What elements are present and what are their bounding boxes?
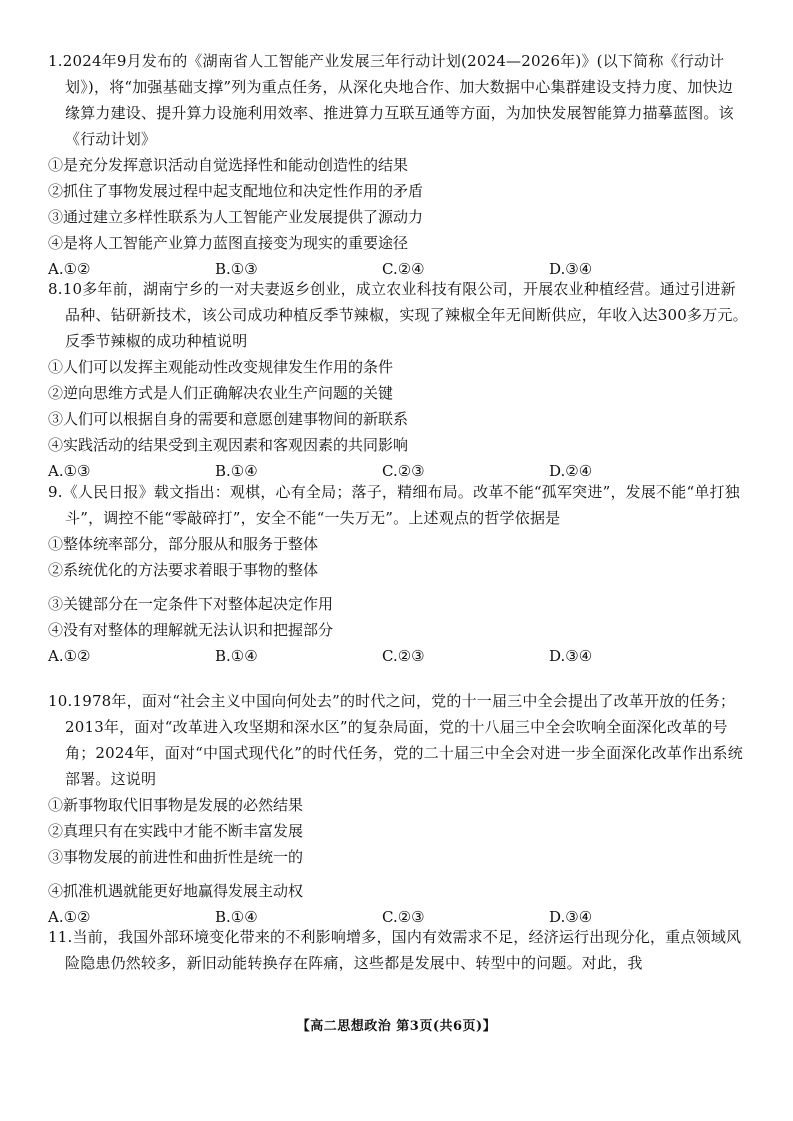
choice-c[interactable]: C.②④	[382, 260, 425, 278]
choice-b[interactable]: B.①③	[215, 260, 258, 278]
statement-option: ④抓准机遇就能更好地赢得发展主动权	[48, 882, 304, 900]
choice-c[interactable]: C.②③	[382, 647, 425, 665]
statement-option: ①人们可以发挥主观能动性改变规律发生作用的条件	[48, 358, 394, 376]
choice-d[interactable]: D.③④	[549, 260, 593, 278]
statement-option: ②系统优化的方法要求着眼于事物的整体	[48, 561, 319, 579]
page-footer: 【高二思想政治 第3页(共6页)】	[296, 1019, 497, 1034]
question-9	[48, 479, 748, 669]
statement-option: ①新事物取代旧事物是发展的必然结果	[48, 796, 304, 814]
question-stem: 8.10多年前，湖南宁乡的一对夫妻返乡创业，成立农业科技有限公司，开展农业种植经营。通过引进新品种、钻研新技术，该公司成功种植反季节辣椒，实现了辣椒全年无间断供应，年收入达300多万元。反季节辣椒的成功种植说明	[48, 280, 748, 350]
choice-a[interactable]: A.①②	[48, 260, 91, 278]
statement-option: ④没有对整体的理解就无法认识和把握部分	[48, 621, 334, 639]
choice-c[interactable]: C.②③	[382, 908, 425, 926]
choice-d[interactable]: D.③④	[549, 647, 593, 665]
question-stem: 1.2024年9月发布的《湖南省人工智能产业发展三年行动计划(2024—2026年)》(以下简称《行动计划》)，将“加强基础支撑”列为重点任务，从深化央地合作、加大数据中心集群建设支持力度、加快边缘算力建设、提升算力设施利用效率、推进算力互联互通等方面，为加快发展智能算力描摹蓝图。该《行动计划》	[48, 52, 734, 148]
statement-option: ③事物发展的前进性和曲折性是统一的	[48, 848, 304, 866]
choice-c[interactable]: C.②③	[382, 462, 425, 480]
statement-option: ④是将人工智能产业算力蓝图直接变为现实的重要途径	[48, 234, 409, 252]
choice-d[interactable]: D.③④	[549, 908, 593, 926]
choice-b[interactable]: B.①④	[215, 647, 258, 665]
choice-a[interactable]: A.①②	[48, 647, 91, 665]
statement-option: ②逆向思维方式是人们正确解决农业生产问题的关键	[48, 384, 394, 402]
statement-option: ①整体统率部分，部分服从和服务于整体	[48, 535, 319, 553]
statement-option: ①是充分发挥意识活动自觉选择性和能动创造性的结果	[48, 156, 409, 174]
statement-option: ②抓住了事物发展过程中起支配地位和决定性作用的矛盾	[48, 182, 424, 200]
question-10	[48, 688, 748, 930]
question-stem: 9.《人民日报》载文指出：观棋，心有全局；落子，精细布局。改革不能“孤军突进”，发展不能“单打独斗”，调控不能“零敲碎打”，安全不能“一失万无”。上述观点的哲学依据是	[48, 483, 740, 527]
choice-b[interactable]: B.①④	[215, 908, 258, 926]
question-8	[48, 276, 748, 484]
question-stem: 11.当前，我国外部环境变化带来的不利影响增多，国内有效需求不足，经济运行出现分化，重点领域风险隐患仍然较多，新旧动能转换存在阵痛，这些都是发展中、转型中的问题。对此，我	[48, 928, 742, 972]
choice-d[interactable]: D.②④	[549, 462, 593, 480]
choice-a[interactable]: A.①③	[48, 462, 91, 480]
question-11	[48, 924, 748, 976]
question-1	[48, 48, 748, 282]
question-stem: 10.1978年，面对“社会主义中国向何处去”的时代之问，党的十一届三中全会提出了改革开放的任务；2013年，面对“改革进入攻坚期和深水区”的复杂局面，党的十八届三中全会吹响全面深化改革的号角；2024年，面对“中国式现代化”的时代任务，党的二十届三中全会对进一步全面深化改革作出系统部署。这说明	[48, 692, 743, 788]
statement-option: ④实践活动的结果受到主观因素和客观因素的共同影响	[48, 436, 409, 454]
statement-option: ③关键部分在一定条件下对整体起决定作用	[48, 595, 334, 613]
statement-option: ②真理只有在实践中才能不断丰富发展	[48, 822, 304, 840]
answer-choices	[48, 643, 748, 669]
statement-option: ③通过建立多样性联系为人工智能产业发展提供了源动力	[48, 208, 424, 226]
choice-a[interactable]: A.①②	[48, 908, 91, 926]
statement-option: ③人们可以根据自身的需要和意愿创建事物间的新联系	[48, 410, 409, 428]
choice-b[interactable]: B.①④	[215, 462, 258, 480]
